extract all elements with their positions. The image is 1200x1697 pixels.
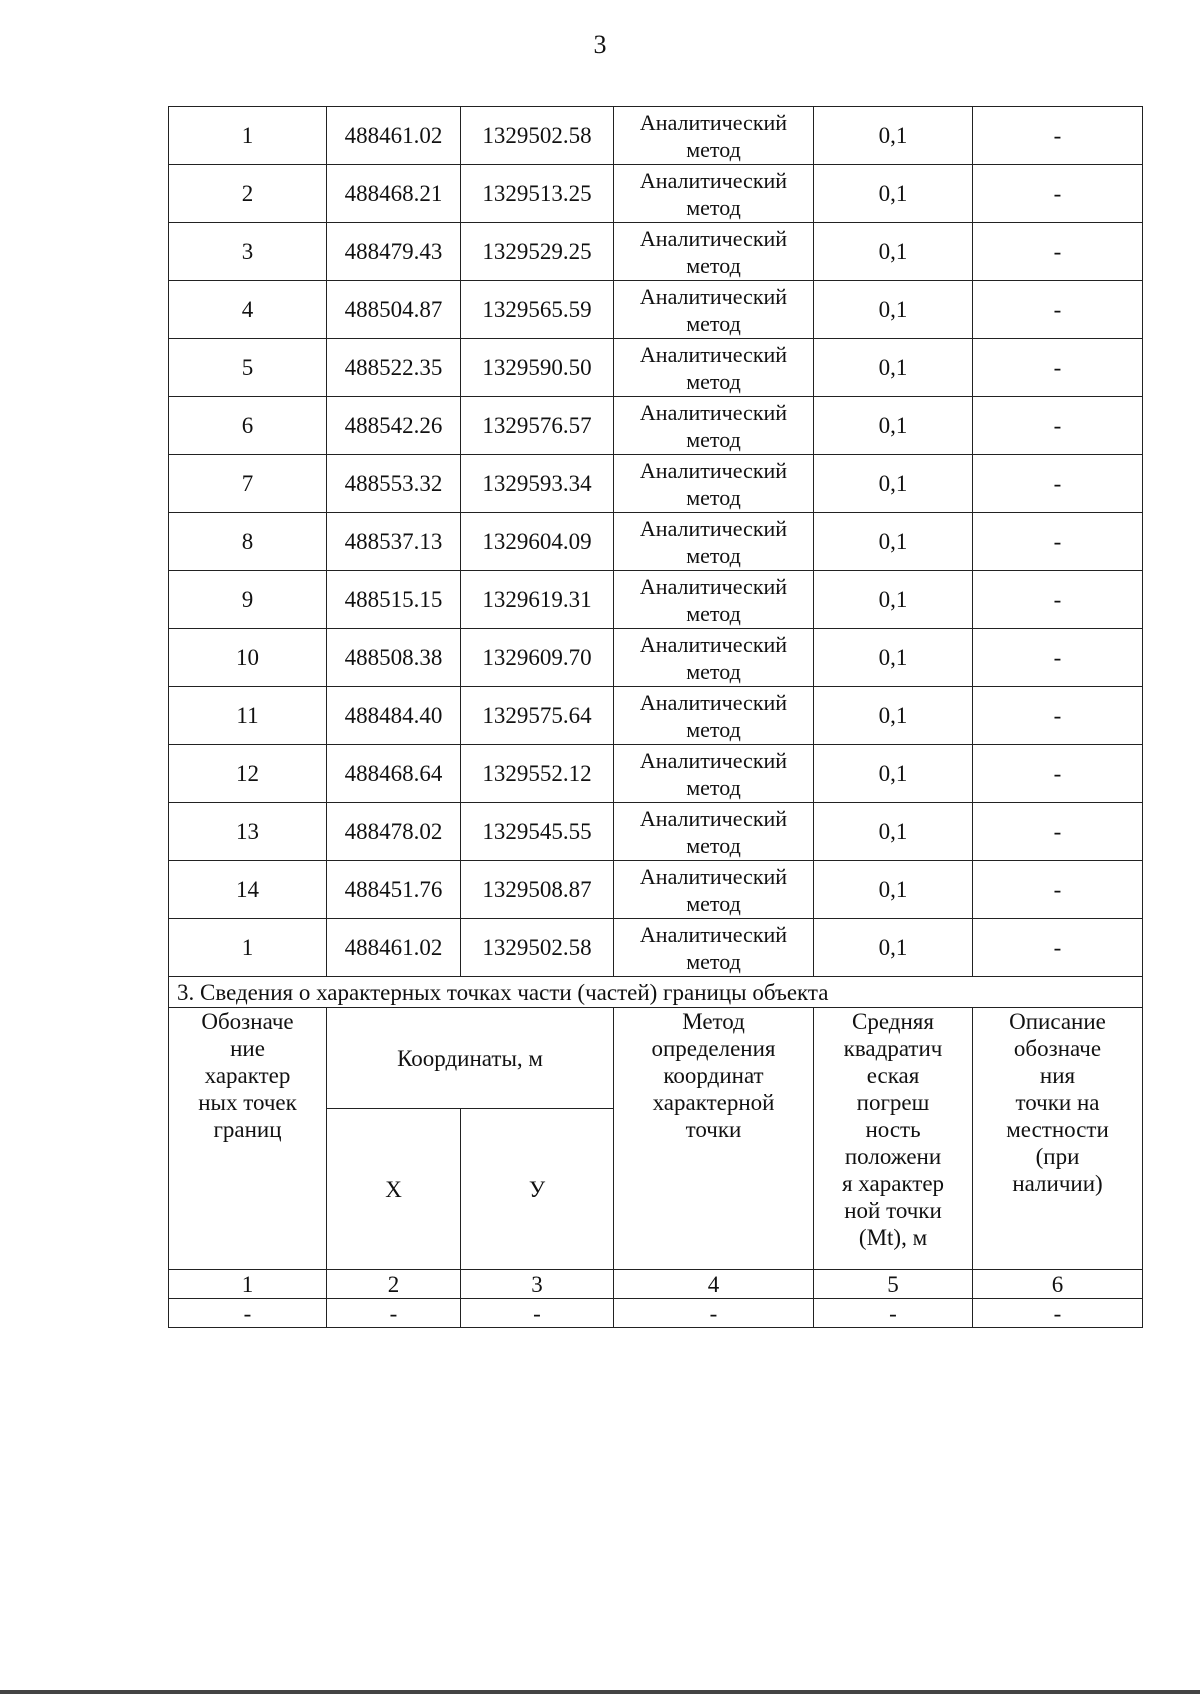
error-cell: 0,1 [814,861,973,919]
point-number-cell: 5 [169,339,327,397]
method-cell: Аналитический метод [614,281,814,339]
point-row [169,107,1143,165]
error-cell: 0,1 [814,165,973,223]
coordinate-y-cell: 1329619.31 [461,571,614,629]
column-number: 4 [614,1270,814,1299]
header-designation: Обозначе ние характер ных точек границ [169,1008,327,1270]
coordinate-y-cell: 1329593.34 [461,455,614,513]
coordinate-x-cell: 488461.02 [327,919,461,977]
empty-cell: - [461,1299,614,1328]
method-cell: Аналитический метод [614,513,814,571]
point-row [169,803,1143,861]
method-cell: Аналитический метод [614,861,814,919]
method-cell: Аналитический метод [614,629,814,687]
error-cell: 0,1 [814,919,973,977]
description-cell: - [973,571,1143,629]
coordinate-y-cell: 1329609.70 [461,629,614,687]
header-method: Метод определения координат характерной точки [614,1008,814,1270]
method-cell: Аналитический метод [614,687,814,745]
coordinate-y-cell: 1329513.25 [461,165,614,223]
point-row [169,919,1143,977]
column-number: 1 [169,1270,327,1299]
empty-cell: - [973,1299,1143,1328]
coordinate-x-cell: 488479.43 [327,223,461,281]
point-number-cell: 6 [169,397,327,455]
description-cell: - [973,281,1143,339]
description-cell: - [973,745,1143,803]
method-cell: Аналитический метод [614,803,814,861]
coordinate-x-cell: 488468.21 [327,165,461,223]
method-cell: Аналитический метод [614,165,814,223]
point-row [169,397,1143,455]
method-cell: Аналитический метод [614,745,814,803]
description-cell: - [973,397,1143,455]
method-cell: Аналитический метод [614,223,814,281]
method-cell: Аналитический метод [614,339,814,397]
coordinate-y-cell: 1329576.57 [461,397,614,455]
coordinate-x-cell: 488468.64 [327,745,461,803]
error-cell: 0,1 [814,281,973,339]
coordinate-y-cell: 1329604.09 [461,513,614,571]
coordinate-y-cell: 1329508.87 [461,861,614,919]
coordinate-x-cell: 488542.26 [327,397,461,455]
description-cell: - [973,629,1143,687]
error-cell: 0,1 [814,107,973,165]
header-row-1 [169,1008,1143,1109]
section-3-title: 3. Сведения о характерных точках части (частей) границы объекта [169,977,1143,1008]
section-3-title-row [169,977,1143,1008]
header-y: У [461,1109,614,1270]
coordinate-y-cell: 1329590.50 [461,339,614,397]
page-number: 3 [593,30,607,59]
coordinate-x-cell: 488522.35 [327,339,461,397]
description-cell: - [973,919,1143,977]
section-3-title-table [168,976,1143,1008]
point-number-cell: 13 [169,803,327,861]
point-row [169,339,1143,397]
page-bottom-edge [0,1690,1200,1694]
coordinate-y-cell: 1329552.12 [461,745,614,803]
point-row [169,629,1143,687]
error-cell: 0,1 [814,571,973,629]
description-cell: - [973,107,1143,165]
coordinate-y-cell: 1329545.55 [461,803,614,861]
column-number: 2 [327,1270,461,1299]
header-x: X [327,1109,461,1270]
part-points-table [168,1007,1143,1328]
coordinate-x-cell: 488461.02 [327,107,461,165]
point-row [169,513,1143,571]
error-cell: 0,1 [814,803,973,861]
description-cell: - [973,223,1143,281]
description-cell: - [973,687,1143,745]
empty-cell: - [169,1299,327,1328]
error-cell: 0,1 [814,745,973,803]
method-cell: Аналитический метод [614,919,814,977]
header-coordinates: Координаты, м [327,1008,614,1109]
point-number-cell: 3 [169,223,327,281]
method-cell: Аналитический метод [614,571,814,629]
error-cell: 0,1 [814,687,973,745]
coordinate-x-cell: 488508.38 [327,629,461,687]
description-cell: - [973,803,1143,861]
point-row [169,223,1143,281]
coordinate-x-cell: 488515.15 [327,571,461,629]
header-description: Описание обозначе ния точки на местности (при наличии) [973,1008,1143,1270]
point-number-cell: 2 [169,165,327,223]
point-row [169,571,1143,629]
coordinate-y-cell: 1329565.59 [461,281,614,339]
point-row [169,281,1143,339]
point-number-cell: 1 [169,107,327,165]
coordinate-x-cell: 488553.32 [327,455,461,513]
coordinate-y-cell: 1329502.58 [461,107,614,165]
description-cell: - [973,165,1143,223]
coordinate-x-cell: 488504.87 [327,281,461,339]
point-row [169,687,1143,745]
column-numbers-row [169,1270,1143,1299]
coordinate-x-cell: 488451.76 [327,861,461,919]
method-cell: Аналитический метод [614,455,814,513]
empty-cell: - [327,1299,461,1328]
coordinate-x-cell: 488484.40 [327,687,461,745]
point-number-cell: 11 [169,687,327,745]
column-number: 6 [973,1270,1143,1299]
boundary-points-table [168,106,1143,977]
point-row [169,861,1143,919]
point-row [169,165,1143,223]
empty-data-row [169,1299,1143,1328]
point-number-cell: 9 [169,571,327,629]
coordinate-y-cell: 1329575.64 [461,687,614,745]
error-cell: 0,1 [814,397,973,455]
error-cell: 0,1 [814,339,973,397]
point-number-cell: 8 [169,513,327,571]
point-number-cell: 10 [169,629,327,687]
empty-cell: - [614,1299,814,1328]
column-number: 3 [461,1270,614,1299]
coordinate-x-cell: 488478.02 [327,803,461,861]
coordinate-y-cell: 1329502.58 [461,919,614,977]
description-cell: - [973,455,1143,513]
coordinate-y-cell: 1329529.25 [461,223,614,281]
point-number-cell: 12 [169,745,327,803]
point-number-cell: 14 [169,861,327,919]
method-cell: Аналитический метод [614,107,814,165]
point-number-cell: 4 [169,281,327,339]
error-cell: 0,1 [814,629,973,687]
error-cell: 0,1 [814,513,973,571]
empty-cell: - [814,1299,973,1328]
boundary-points-body [169,107,1143,977]
header-error: Средняя квадратич еская погреш ность положени я характер ной точки (Mt), м [814,1008,973,1270]
column-number: 5 [814,1270,973,1299]
point-row [169,745,1143,803]
point-number-cell: 7 [169,455,327,513]
error-cell: 0,1 [814,223,973,281]
error-cell: 0,1 [814,455,973,513]
point-number-cell: 1 [169,919,327,977]
description-cell: - [973,339,1143,397]
description-cell: - [973,861,1143,919]
method-cell: Аналитический метод [614,397,814,455]
point-row [169,455,1143,513]
description-cell: - [973,513,1143,571]
coordinate-x-cell: 488537.13 [327,513,461,571]
